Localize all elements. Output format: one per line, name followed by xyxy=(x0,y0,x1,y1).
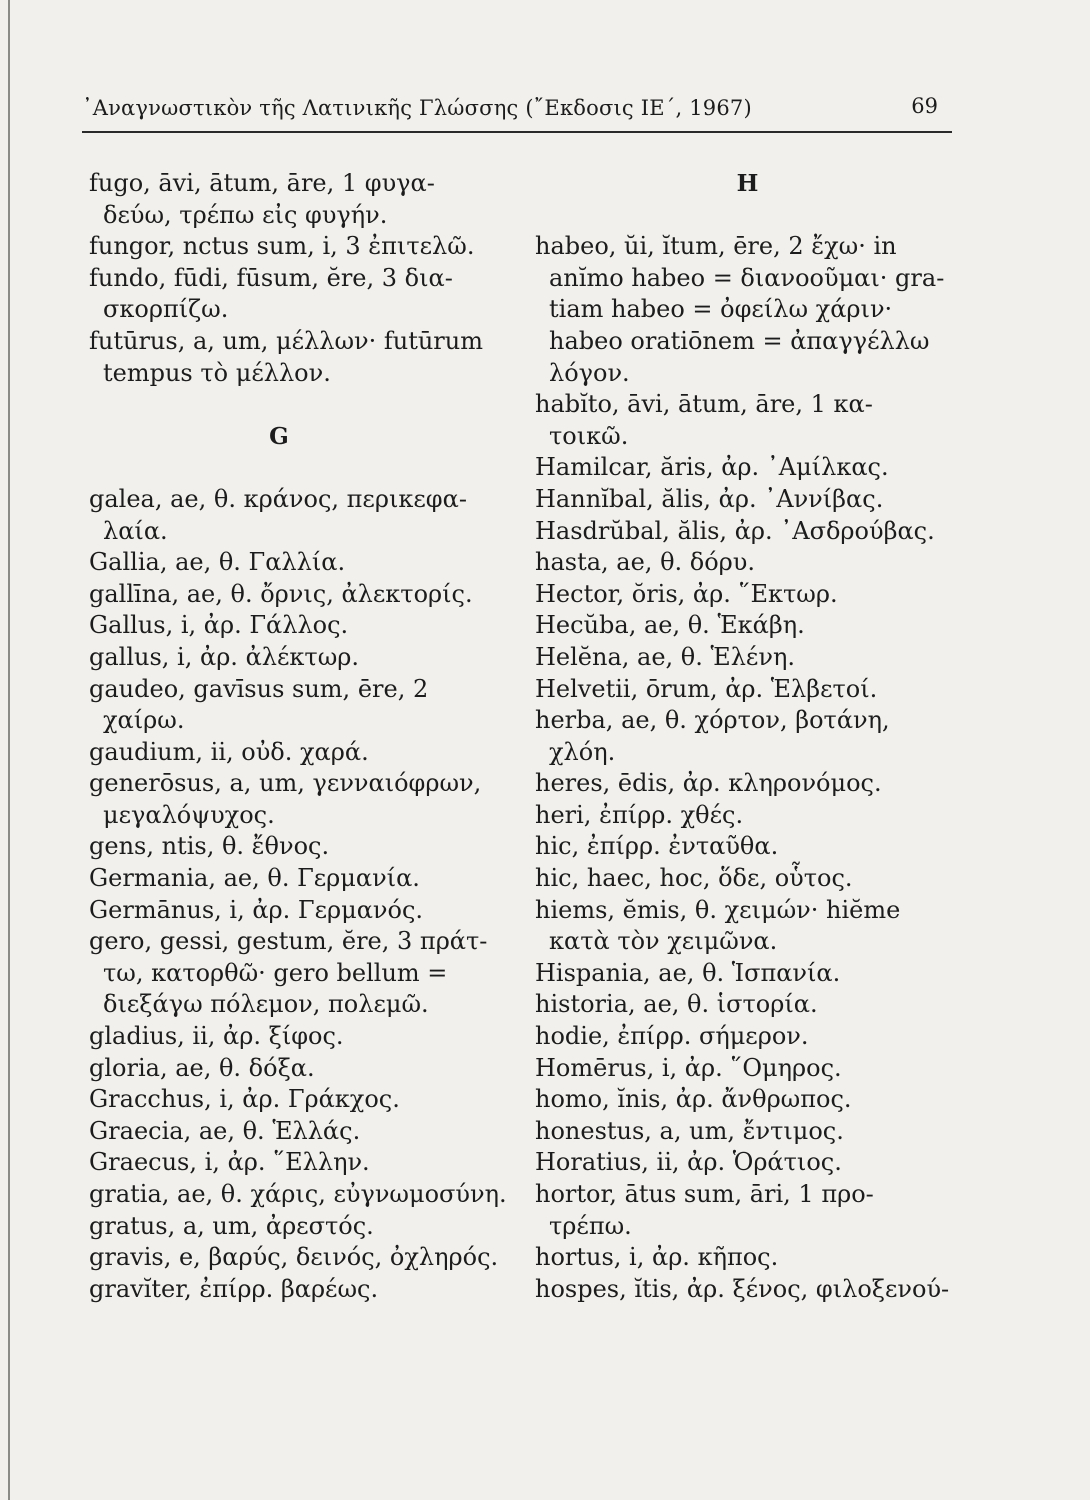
entry-continuation-line: χαίρω. xyxy=(103,706,185,735)
dictionary-entry-line: gero, gessi, gestum, ĕre, 3 πράτ- xyxy=(89,927,488,956)
dictionary-entry-line: Horatius, ii, ἀρ. Ὁράτιος. xyxy=(535,1148,842,1177)
dictionary-entry-line: gaudeo, gavīsus sum, ēre, 2 xyxy=(89,674,429,703)
dictionary-entry-line: Hector, ŏris, ἀρ. ῞Εκτωρ. xyxy=(535,579,838,608)
dictionary-entry-line: heres, ēdis, ἀρ. κληρονόμος. xyxy=(535,769,882,798)
dictionary-entry-line: fungor, nctus sum, i, 3 ἐπιτελῶ. xyxy=(89,232,475,261)
running-header xyxy=(82,94,952,130)
dictionary-entry-line: gallīna, ae, θ. ὄρνις, ἀλεκτορίς. xyxy=(89,579,473,608)
page-edge xyxy=(8,0,10,1500)
entry-continuation-line: δεύω, τρέπω εἰς φυγήν. xyxy=(103,200,388,229)
dictionary-entry-line: Homērus, i, ἀρ. ῞Ομηρος. xyxy=(535,1053,842,1082)
left-entries-g xyxy=(89,484,509,1305)
dictionary-entry-line: futūrus, a, um, μέλλων· futūrum xyxy=(89,326,483,355)
dictionary-entry-line: gaudium, ii, οὐδ. χαρά. xyxy=(89,737,369,766)
dictionary-entry-line: gratus, a, um, ἀρεστός. xyxy=(89,1211,374,1240)
left-entries-f xyxy=(89,168,509,389)
right-column xyxy=(535,168,960,1305)
dictionary-entry-line: gloria, ae, θ. δόξα. xyxy=(89,1053,315,1082)
entry-continuation-line: τοικῶ. xyxy=(549,421,629,450)
dictionary-entry-line: gens, ntis, θ. ἔθνος. xyxy=(89,832,330,861)
dictionary-entry-line: Gallia, ae, θ. Γαλλία. xyxy=(89,548,346,577)
right-entries-h xyxy=(535,231,960,1305)
dictionary-entry-line: habĭto, āvi, ātum, āre, 1 κα- xyxy=(535,390,873,419)
dictionary-entry-line: gravĭter, ἐπίρρ. βαρέως. xyxy=(89,1274,379,1303)
section-letter-g: G xyxy=(269,422,289,450)
dictionary-entry-line: hiems, ĕmis, θ. χειμών· hiĕme xyxy=(535,895,901,924)
dictionary-entry-line: hic, ἐπίρρ. ἐνταῦθα. xyxy=(535,832,779,861)
entry-continuation-line: κατὰ τὸν χειμῶνα. xyxy=(549,927,778,956)
left-column xyxy=(89,168,509,1305)
dictionary-entry-line: galea, ae, θ. κράνος, περικεφα- xyxy=(89,484,467,513)
dictionary-entry-line: Helvetii, ōrum, ἀρ. Ἑλβετοί. xyxy=(535,674,878,703)
entry-continuation-line: τρέπω. xyxy=(549,1211,632,1240)
dictionary-entry-line: homo, ĭnis, ἀρ. ἄνθρωπος. xyxy=(535,1085,852,1114)
dictionary-entry-line: Germania, ae, θ. Γερμανία. xyxy=(89,864,420,893)
entry-continuation-line: tempus τὸ μέλλον. xyxy=(103,358,331,387)
dictionary-entry-line: hasta, ae, θ. δόρυ. xyxy=(535,548,755,577)
entry-continuation-line: σκορπίζω. xyxy=(103,295,229,324)
entry-continuation-line: διεξάγω πόλεμον, πολεμῶ. xyxy=(103,990,429,1019)
dictionary-entry-line: hortus, i, ἀρ. κῆπος. xyxy=(535,1243,779,1272)
entry-continuation-line: anĭmo habeo = διανοοῦμαι· gra- xyxy=(549,263,945,292)
dictionary-entry-line: Graecus, i, ἀρ. ῞Ελλην. xyxy=(89,1148,370,1177)
dictionary-entry-line: gratia, ae, θ. χάρις, εὐγνωμοσύνη. xyxy=(89,1180,507,1208)
dictionary-entry-line: Hamilcar, ăris, ἀρ. ᾿Αμίλκας. xyxy=(535,453,889,482)
section-gap xyxy=(535,200,960,232)
dictionary-entry-line: Hispania, ae, θ. Ἱσπανία. xyxy=(535,958,841,987)
dictionary-entry-line: fundo, fūdi, fūsum, ĕre, 3 δια- xyxy=(89,263,453,292)
dictionary-entry-line: fugo, āvi, ātum, āre, 1 φυγα- xyxy=(89,169,435,197)
dictionary-entry-line: gladius, ii, ἀρ. ξίφος. xyxy=(89,1022,344,1051)
dictionary-entry-line: Germānus, i, ἀρ. Γερμανός. xyxy=(89,895,424,924)
entry-continuation-line: tiam habeo = ὀφείλω χάριν· xyxy=(549,295,893,324)
dictionary-entry-line: gravis, e, βαρύς, δεινός, ὀχληρός. xyxy=(89,1243,499,1272)
dictionary-entry-line: herba, ae, θ. χόρτον, βοτάνη, xyxy=(535,706,890,735)
dictionary-entry-line: Graecia, ae, θ. Ἑλλάς. xyxy=(89,1116,361,1145)
dictionary-entry-line: habeo, ŭi, ĭtum, ēre, 2 ἔχω· in xyxy=(535,232,897,261)
section-gap xyxy=(89,389,509,421)
entry-continuation-line: τω, κατορθῶ· gero bellum = xyxy=(103,958,448,987)
dictionary-entry-line: hortor, ātus sum, āri, 1 προ- xyxy=(535,1180,874,1208)
section-gap xyxy=(89,452,509,484)
dictionary-entry-line: Gracchus, i, ἀρ. Γράκχος. xyxy=(89,1085,400,1114)
dictionary-entry-line: hodie, ἐπίρρ. σήμερον. xyxy=(535,1022,809,1051)
dictionary-entry-line: Helĕna, ae, θ. Ἑλένη. xyxy=(535,642,795,671)
entry-continuation-line: λόγον. xyxy=(549,358,630,387)
entry-continuation-line: habeo oratiōnem = ἀπαγγέλλω xyxy=(549,326,930,355)
dictionary-entry-line: Gallus, i, ἀρ. Γάλλος. xyxy=(89,611,349,640)
header-rule xyxy=(82,131,952,133)
section-letter-h: H xyxy=(736,170,759,197)
header-title: ᾿Αναγνωστικὸν τῆς Λατινικῆς Γλώσσης (῎Εκδοσις ΙΕ΄, 1967) xyxy=(82,96,752,120)
dictionary-entry-line: generōsus, a, um, γενναιόφρων, xyxy=(89,769,482,798)
dictionary-entry-line: Hecŭba, ae, θ. Ἑκάβη. xyxy=(535,611,805,640)
entry-continuation-line: μεγαλόψυχος. xyxy=(103,800,275,829)
dictionary-entry-line: gallus, i, ἀρ. ἀλέκτωρ. xyxy=(89,642,359,671)
dictionary-entry-line: heri, ἐπίρρ. χθές. xyxy=(535,800,744,829)
dictionary-entry-line: Hannĭbal, ălis, ἀρ. ᾿Αννίβας. xyxy=(535,484,884,513)
dictionary-entry-line: hic, haec, hoc, ὅδε, οὗτος. xyxy=(535,864,853,893)
page-number: 69 xyxy=(911,94,938,118)
dictionary-entry-line: honestus, a, um, ἔντιμος. xyxy=(535,1116,844,1145)
entry-continuation-line: χλόη. xyxy=(549,737,616,766)
dictionary-entry-line: Hasdrŭbal, ălis, ἀρ. ᾿Ασδρούβας. xyxy=(535,516,935,545)
dictionary-entry-line: hospes, ĭtis, ἀρ. ξένος, φιλοξενού- xyxy=(535,1274,950,1303)
entry-continuation-line: λαία. xyxy=(103,516,168,545)
dictionary-entry-line: historia, ae, θ. ἱστορία. xyxy=(535,990,818,1019)
